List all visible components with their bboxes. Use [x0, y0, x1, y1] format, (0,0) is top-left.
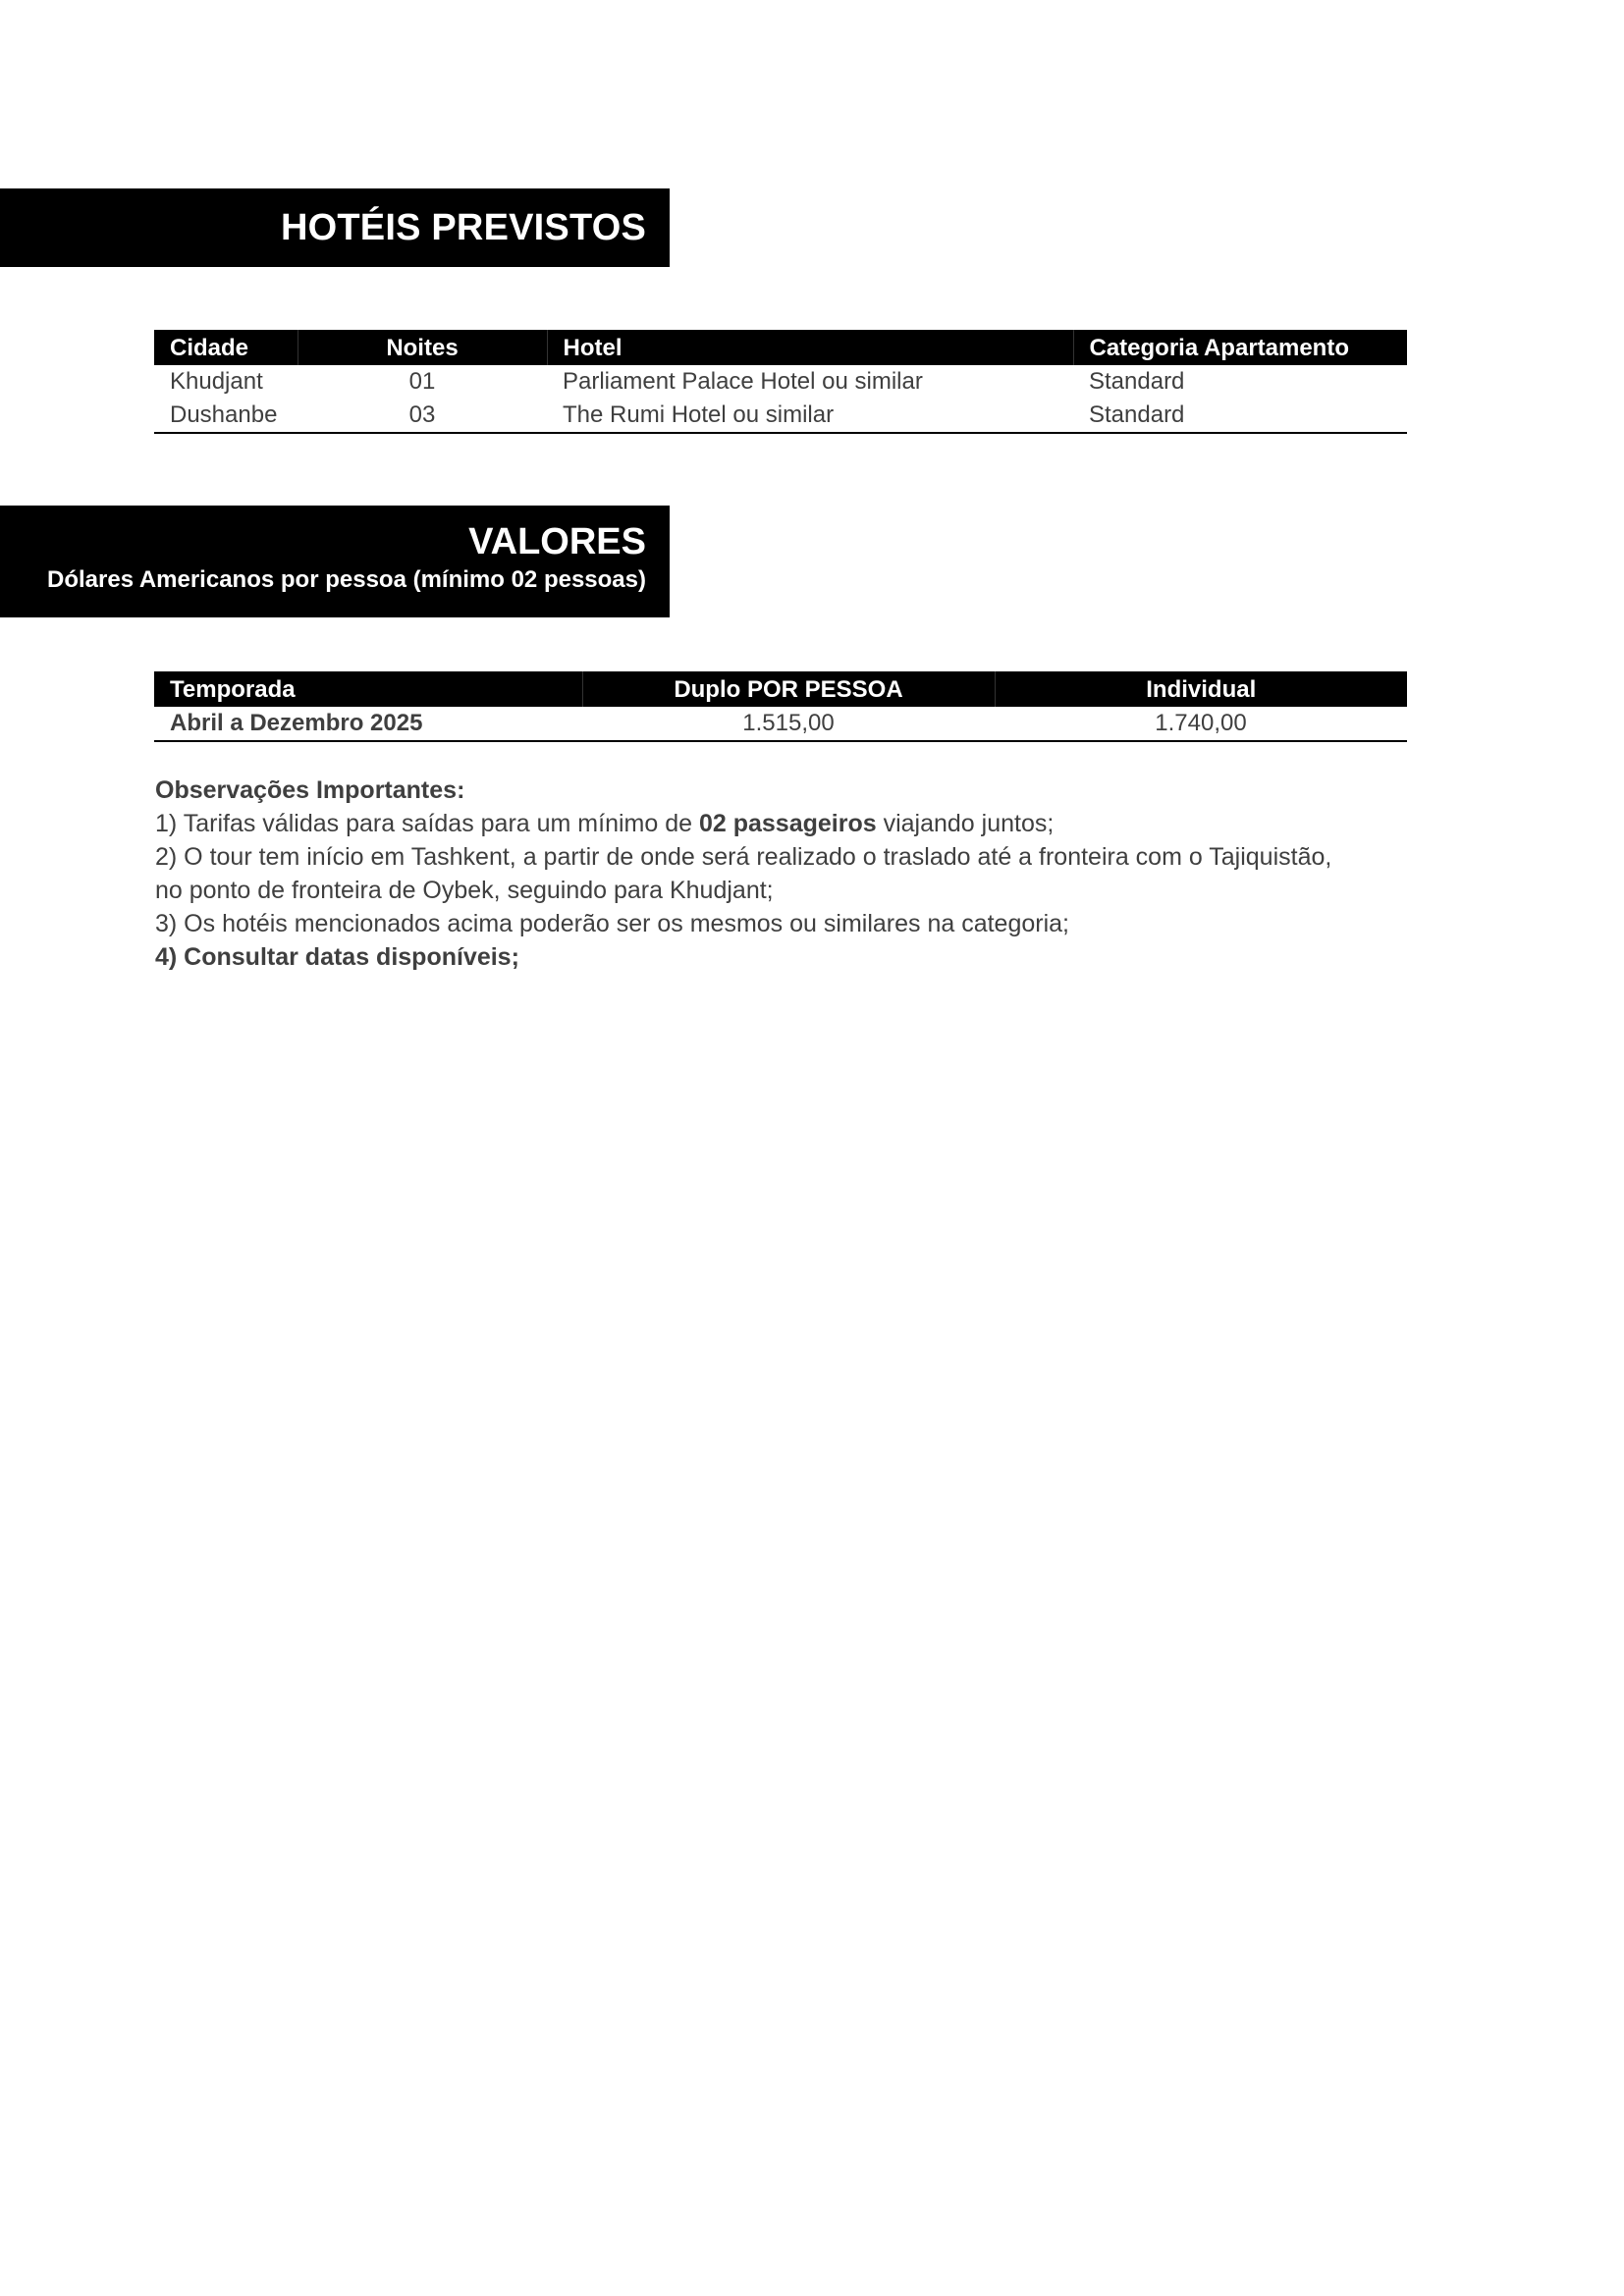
hotels-table-header	[154, 330, 1407, 365]
table-row	[154, 707, 1407, 741]
note-item-1-end: viajando juntos;	[876, 810, 1055, 837]
double-price-cell: 1.515,00	[582, 707, 995, 741]
important-notes	[155, 774, 1432, 974]
table-row	[154, 365, 1407, 399]
column-header-season: Temporada	[154, 671, 582, 707]
category-cell: Standard	[1089, 368, 1185, 395]
category-cell: Standard	[1073, 399, 1407, 433]
prices-table	[154, 671, 1407, 742]
table-row	[154, 399, 1407, 433]
column-header-hotel: Hotel	[547, 330, 1073, 365]
hotels-section-banner	[0, 188, 670, 267]
season-cell: Abril a Dezembro 2025	[154, 707, 582, 741]
note-item-2-line-2: no ponto de fronteira de Oybek, seguindo para Khudjant;	[155, 877, 774, 904]
column-header-category: Categoria Apartamento	[1073, 330, 1407, 365]
column-header-single: Individual	[995, 671, 1407, 707]
notes-heading: Observações Importantes:	[155, 776, 465, 804]
values-section-subtitle: Dólares Americanos por pessoa (mínimo 02 pessoas)	[47, 566, 646, 593]
note-item-4: 4) Consultar datas disponíveis;	[155, 943, 519, 971]
hotel-cell: Parliament Palace Hotel ou similar	[563, 368, 923, 395]
single-price-cell: 1.740,00	[995, 707, 1407, 741]
note-item-2-line-1: 2) O tour tem início em Tashkent, a partir de onde será realizado o traslado até a fronteira com o Tajiquistão,	[155, 843, 1332, 871]
prices-table-header	[154, 671, 1407, 707]
note-item-1	[155, 807, 1432, 840]
nights-cell: 01	[408, 368, 436, 395]
hotels-table	[154, 330, 1407, 434]
nights-cell: 03	[298, 399, 547, 433]
note-item-3: 3) Os hotéis mencionados acima poderão ser os mesmos ou similares na categoria;	[155, 910, 1069, 937]
values-section-banner	[0, 506, 670, 617]
column-header-double: Duplo POR PESSOA	[582, 671, 995, 707]
note-item-1-bold: 02 passageiros	[698, 810, 877, 837]
city-cell: Dushanbe	[154, 399, 298, 433]
note-item-1-text: 1) Tarifas válidas para saídas para um mínimo de	[155, 810, 699, 837]
city-cell: Khudjant	[170, 368, 263, 395]
column-header-city: Cidade	[154, 330, 298, 365]
hotel-cell: The Rumi Hotel ou similar	[547, 399, 1073, 433]
hotels-section-title: HOTÉIS PREVISTOS	[280, 207, 646, 248]
values-section-title: VALORES	[468, 521, 646, 562]
column-header-nights: Noites	[298, 330, 547, 365]
